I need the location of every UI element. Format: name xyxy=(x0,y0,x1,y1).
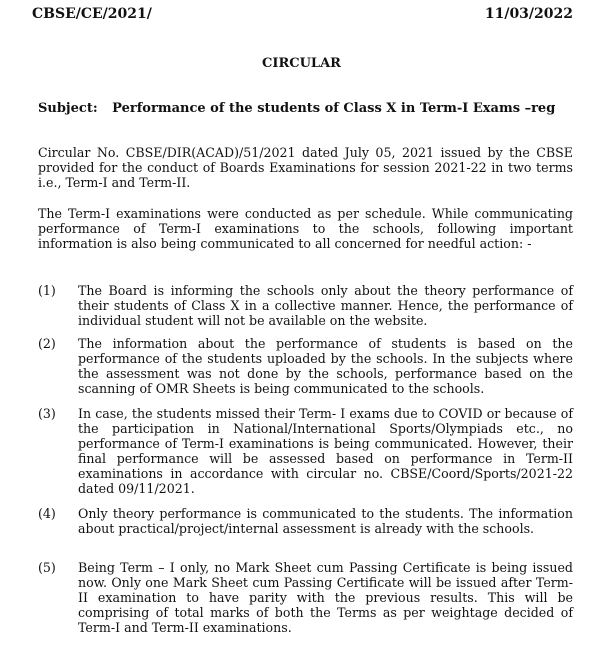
list-item-number: (4) xyxy=(38,506,56,521)
intro-paragraph: Circular No. CBSE/DIR(ACAD)/51/2021 dated July 05, 2021 issued by the CBSE provided for the conduct of Boards Examinations for session 2021-22 in two terms i.e., Term-I and Term-II. xyxy=(38,145,573,190)
list-item xyxy=(38,283,573,328)
page-title: CIRCULAR xyxy=(262,56,341,71)
document-header xyxy=(32,6,573,22)
context-paragraph: The Term-I examinations were conducted as per schedule. While communicating performance of Term-I examinations to the schools, following important information is also being communicated to all concerned for needful action: - xyxy=(38,206,573,251)
list-item-number: (2) xyxy=(38,336,56,351)
circular-reference: CBSE/CE/2021/ xyxy=(32,6,152,22)
list-item-number: (5) xyxy=(38,560,56,575)
list-item-number: (3) xyxy=(38,406,56,421)
list-item xyxy=(38,406,573,496)
list-item xyxy=(38,506,573,536)
list-item-text: In case, the students missed their Term- I exams due to COVID or because of the participation in National/International Sports/Olympiads etc., no performance of Term-I examinations is being communicated. However, their final performance will be assessed based on performance in Term-II examinations in accordance with circular no. CBSE/Coord/Sports/2021-22 dated 09/11/2021. xyxy=(78,406,573,496)
subject-label: Subject: xyxy=(38,101,98,116)
list-item-number: (1) xyxy=(38,283,56,298)
subject-text: Performance of the students of Class X in Term-I Exams –reg xyxy=(112,101,556,116)
circular-date: 11/03/2022 xyxy=(484,6,573,22)
list-item-text: Only theory performance is communicated to the students. The information about practical/project/internal assessment is already with the schools. xyxy=(78,506,573,536)
subject-line xyxy=(38,101,573,116)
list-item xyxy=(38,336,573,396)
list-item-text: Being Term – I only, no Mark Sheet cum Passing Certificate is being issued now. Only one Mark Sheet cum Passing Certificate will be issued after Term-II examination to have parity with the previous results. This will be comprising of total marks of both the Terms as per weightage decided of Term-I and Term-II examinations. xyxy=(78,560,573,635)
list-item-text: The information about the performance of students is based on the performance of the students uploaded by the schools. In the subjects where the assessment was not done by the schools, performance based on the scanning of OMR Sheets is being communicated to the schools. xyxy=(78,336,573,396)
list-item-text: The Board is informing the schools only about the theory performance of their students of Class X in a collective manner. Hence, the performance of individual student will not be available on the website. xyxy=(78,283,573,328)
list-item xyxy=(38,560,573,635)
